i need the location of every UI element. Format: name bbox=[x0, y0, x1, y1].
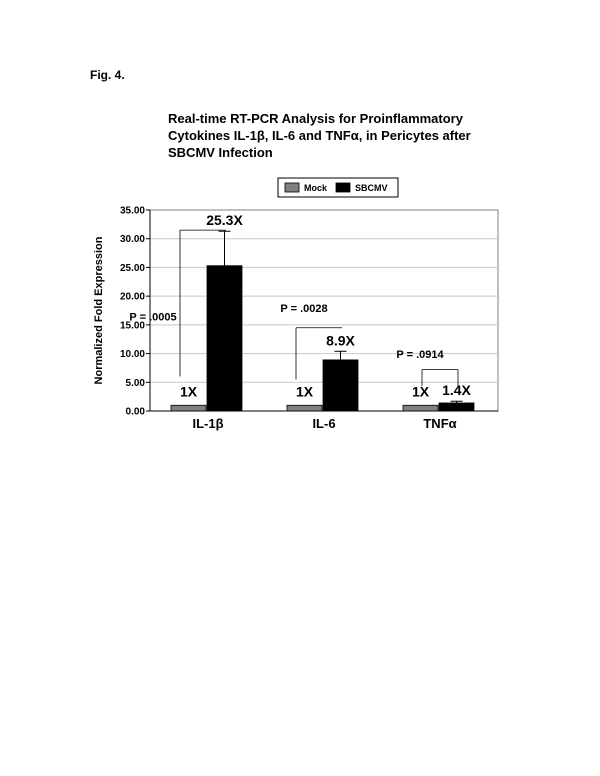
figure-label: Fig. 4. bbox=[90, 68, 125, 82]
legend-label: Mock bbox=[304, 183, 328, 193]
y-tick-label: 30.00 bbox=[119, 234, 145, 246]
chart-title-line: Cytokines IL-1β, IL-6 and TNFα, in Pericytes after bbox=[168, 128, 471, 143]
legend-swatch bbox=[336, 183, 350, 192]
y-tick-label: 20.00 bbox=[119, 291, 145, 303]
legend-label: SBCMV bbox=[355, 183, 388, 193]
data-label: 1X bbox=[411, 383, 430, 400]
y-axis-label: Normalized Fold Expression bbox=[93, 236, 105, 385]
bar-sbcmv bbox=[207, 266, 242, 411]
data-label: 1.4X bbox=[442, 382, 471, 399]
data-label: 1X bbox=[179, 383, 198, 400]
y-tick-label: 15.00 bbox=[119, 320, 145, 332]
y-tick-label: 25.00 bbox=[119, 262, 145, 274]
data-label: 25.3X bbox=[206, 212, 243, 229]
p-value-annotation: P = .0028 bbox=[280, 303, 328, 316]
chart-title-line: SBCMV Infection bbox=[168, 145, 273, 160]
bar-mock bbox=[287, 405, 322, 411]
x-tick-label: IL-1β bbox=[192, 416, 224, 431]
y-tick-label: 35.00 bbox=[119, 205, 145, 217]
y-tick-label: 0.00 bbox=[125, 406, 145, 418]
bar-sbcmv bbox=[323, 360, 358, 411]
bar-sbcmv bbox=[439, 403, 474, 411]
data-label: 8.9X bbox=[326, 332, 355, 349]
p-value-annotation: P = .0005 bbox=[129, 311, 177, 324]
bar-mock bbox=[171, 405, 206, 411]
x-tick-label: IL-6 bbox=[312, 416, 336, 431]
data-label: 1X bbox=[295, 383, 314, 400]
legend-swatch bbox=[285, 183, 299, 192]
p-value-annotation: P = .0914 bbox=[396, 349, 444, 362]
y-tick-label: 5.00 bbox=[125, 377, 145, 389]
chart-title-line: Real-time RT-PCR Analysis for Proinflammatory bbox=[168, 111, 463, 126]
y-tick-label: 10.00 bbox=[119, 349, 145, 361]
x-tick-label: TNFα bbox=[423, 416, 457, 431]
bar-mock bbox=[403, 405, 438, 411]
